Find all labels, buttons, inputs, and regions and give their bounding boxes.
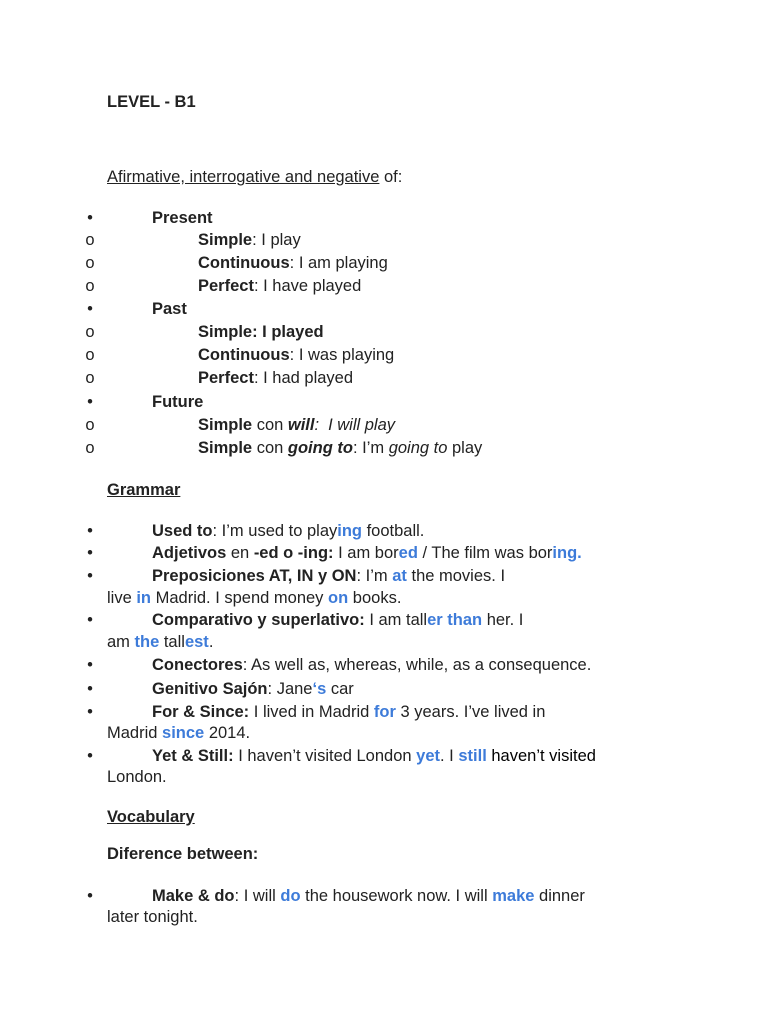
bullet-circle: o xyxy=(85,277,95,295)
list-item xyxy=(0,542,768,564)
list-item xyxy=(0,520,768,542)
past-perfect: Perfect: I had played xyxy=(198,369,354,387)
vocab-make-do: Make & do: I will do the housework now. I will make dinner xyxy=(152,887,585,905)
list-item xyxy=(0,885,768,907)
bullet-disc: • xyxy=(87,656,93,674)
grammar-yet-still-cont: London. xyxy=(107,768,167,786)
list-item xyxy=(0,701,768,723)
bullet-circle: o xyxy=(85,323,95,341)
present-perfect: Perfect: I have played xyxy=(198,277,362,295)
tenses-intro xyxy=(0,166,768,188)
list-item xyxy=(0,207,768,229)
level-title: LEVEL - B1 xyxy=(107,93,196,111)
list-item xyxy=(0,745,768,767)
bullet-disc: • xyxy=(87,747,93,765)
vocabulary-subheading xyxy=(0,843,768,865)
list-item-continuation xyxy=(0,587,768,609)
section-vocabulary xyxy=(0,806,768,828)
grammar-for-since: For & Since: I lived in Madrid for 3 years. I’ve lived in xyxy=(152,703,546,721)
tenses-intro-text xyxy=(107,166,402,188)
intro-underlined: Afirmative, interrogative and negative xyxy=(107,168,380,186)
list-item-continuation xyxy=(0,631,768,653)
bullet-disc: • xyxy=(87,209,93,227)
bullet-circle: o xyxy=(85,254,95,272)
past-continuous: Continuous: I was playing xyxy=(198,346,395,364)
bullet-disc: • xyxy=(87,567,93,585)
bullet-circle: o xyxy=(85,231,95,249)
vocabulary-heading: Vocabulary xyxy=(107,808,195,826)
list-item xyxy=(0,609,768,631)
bullet-circle: o xyxy=(85,369,95,387)
grammar-prepositions-cont: live in Madrid. I spend money on books. xyxy=(107,589,402,607)
list-item xyxy=(0,565,768,587)
list-item xyxy=(0,229,768,251)
bullet-circle: o xyxy=(85,439,95,457)
bullet-disc: • xyxy=(87,544,93,562)
bullet-disc: • xyxy=(87,393,93,411)
list-item xyxy=(0,654,768,676)
bullet-circle: o xyxy=(85,416,95,434)
present-simple: Simple: I play xyxy=(198,231,301,249)
list-item-continuation xyxy=(0,766,768,788)
list-item xyxy=(0,391,768,413)
bullet-disc: • xyxy=(87,522,93,540)
list-item xyxy=(0,275,768,297)
grammar-adjectives: Adjetivos en -ed o -ing: I am bored / The film was boring. xyxy=(152,544,582,562)
tense-present: Present xyxy=(152,209,213,227)
past-simple: Simple: I played xyxy=(198,323,324,341)
list-item xyxy=(0,298,768,320)
list-item xyxy=(0,678,768,700)
tense-future: Future xyxy=(152,393,204,411)
grammar-yet-still: Yet & Still: I haven’t visited London yet. I still haven’t visited xyxy=(152,747,596,765)
list-item-continuation xyxy=(0,906,768,928)
list-item xyxy=(0,367,768,389)
future-will: Simple con will: I will play xyxy=(198,416,396,434)
difference-heading: Diference between: xyxy=(107,845,259,863)
grammar-heading: Grammar xyxy=(107,481,181,499)
bullet-disc: • xyxy=(87,887,93,905)
bullet-disc: • xyxy=(87,703,93,721)
intro-rest: of: xyxy=(379,168,403,186)
section-grammar xyxy=(0,479,768,501)
list-item xyxy=(0,414,768,436)
grammar-comparative-cont: am the tallest. xyxy=(107,633,214,651)
list-item xyxy=(0,321,768,343)
grammar-used-to: Used to: I’m used to playing football. xyxy=(152,522,425,540)
grammar-prepositions: Preposiciones AT, IN y ON: I’m at the movies. I xyxy=(152,567,506,585)
list-item xyxy=(0,437,768,459)
grammar-for-since-cont: Madrid since 2014. xyxy=(107,724,251,742)
bullet-disc: • xyxy=(87,300,93,318)
list-item-continuation xyxy=(0,722,768,744)
bullet-circle: o xyxy=(85,346,95,364)
grammar-comparative: Comparativo y superlativo: I am taller than her. I xyxy=(152,611,524,629)
future-going-to: Simple con going to: I’m going to play xyxy=(198,439,483,457)
list-item xyxy=(0,252,768,274)
list-item xyxy=(0,344,768,366)
grammar-connectors: Conectores: As well as, whereas, while, as a consequence. xyxy=(152,656,592,674)
vocab-make-do-cont: later tonight. xyxy=(107,908,198,926)
tense-past: Past xyxy=(152,300,187,318)
bullet-disc: • xyxy=(87,680,93,698)
grammar-genitive: Genitivo Sajón: Jane‘s car xyxy=(152,680,354,698)
document-header xyxy=(0,91,768,113)
present-continuous: Continuous: I am playing xyxy=(198,254,388,272)
bullet-disc: • xyxy=(87,611,93,629)
